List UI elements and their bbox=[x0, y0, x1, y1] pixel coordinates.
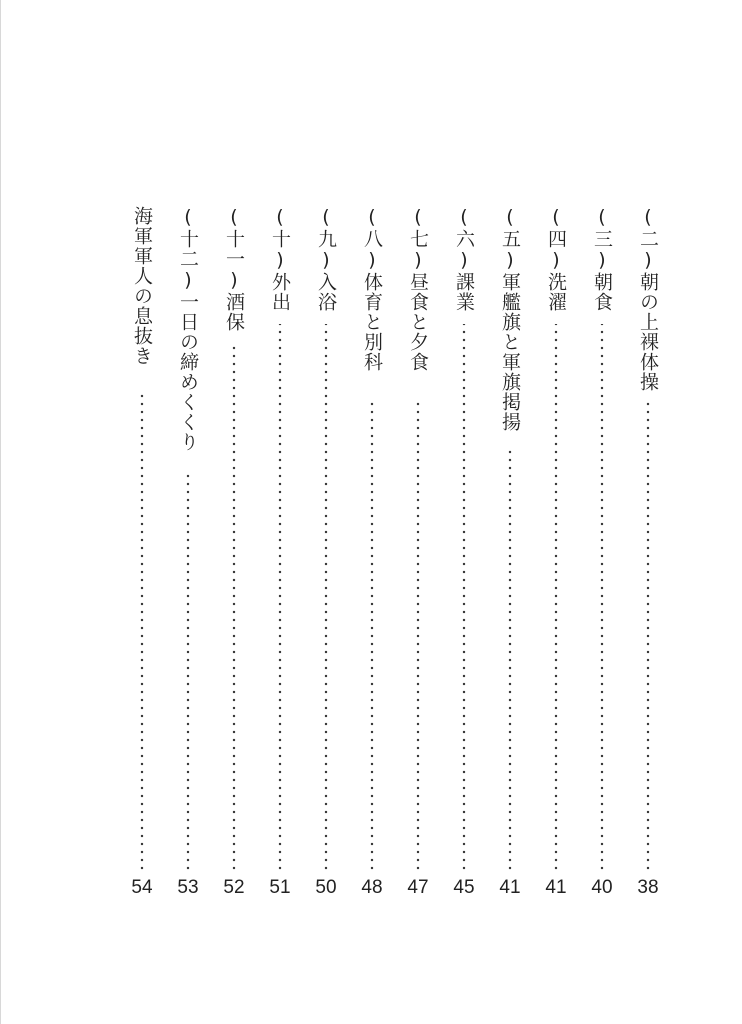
dot-leader bbox=[124, 390, 160, 872]
toc-entry[interactable] bbox=[216, 206, 252, 900]
toc-page-number: 54 bbox=[131, 877, 153, 898]
toc-entry-title: (八)体育と別科 bbox=[361, 206, 383, 372]
toc-page-number: 48 bbox=[361, 877, 383, 898]
toc-entry[interactable] bbox=[538, 206, 574, 900]
toc-entry[interactable] bbox=[308, 206, 344, 900]
toc-page-number: 38 bbox=[637, 877, 659, 898]
toc-entry-title: (九)入浴 bbox=[315, 206, 337, 312]
toc-entry-title: (三)朝食 bbox=[591, 206, 613, 312]
toc-page-number: 53 bbox=[177, 877, 199, 898]
dot-leader bbox=[446, 324, 482, 872]
toc-entry-title: (十二)一日の締めくくり bbox=[177, 206, 199, 452]
dot-leader bbox=[262, 324, 298, 872]
toc-entry[interactable] bbox=[492, 206, 528, 900]
toc-entry-title: (七)昼食と夕食 bbox=[407, 206, 429, 372]
dot-leader bbox=[630, 400, 666, 872]
toc-entry-title: (二)朝の上裸体操 bbox=[637, 206, 659, 392]
toc-page-number: 50 bbox=[315, 877, 337, 898]
dot-leader bbox=[170, 470, 206, 872]
toc-entry[interactable] bbox=[446, 206, 482, 900]
dot-leader bbox=[538, 324, 574, 872]
toc-entry[interactable] bbox=[124, 206, 160, 900]
toc-page-number: 47 bbox=[407, 877, 429, 898]
toc-entry-title: (十一)酒保 bbox=[223, 206, 245, 332]
dot-leader bbox=[216, 344, 252, 872]
toc-entry-title: (六)課業 bbox=[453, 206, 475, 312]
toc-entry-title: (五)軍艦旗と軍旗掲揚 bbox=[499, 206, 521, 432]
toc-page-number: 41 bbox=[545, 877, 567, 898]
toc-page-number: 41 bbox=[499, 877, 521, 898]
dot-leader bbox=[308, 324, 344, 872]
toc-page-number: 52 bbox=[223, 877, 245, 898]
toc-entry[interactable] bbox=[400, 206, 436, 900]
toc-entry[interactable] bbox=[630, 206, 666, 900]
dot-leader bbox=[584, 324, 620, 872]
toc-entry[interactable] bbox=[354, 206, 390, 900]
toc-entry[interactable] bbox=[170, 206, 206, 900]
toc-entry[interactable] bbox=[584, 206, 620, 900]
toc-entry-title: (四)洗濯 bbox=[545, 206, 567, 312]
toc-entry-title: 海軍軍人の息抜き bbox=[131, 206, 153, 366]
toc-entry-title: (十)外出 bbox=[269, 206, 291, 312]
toc-page-number: 51 bbox=[269, 877, 291, 898]
dot-leader bbox=[492, 450, 528, 872]
toc-page-number: 40 bbox=[591, 877, 613, 898]
dot-leader bbox=[354, 400, 390, 872]
toc-entry[interactable] bbox=[262, 206, 298, 900]
toc-page-number: 45 bbox=[453, 877, 475, 898]
dot-leader bbox=[400, 400, 436, 872]
